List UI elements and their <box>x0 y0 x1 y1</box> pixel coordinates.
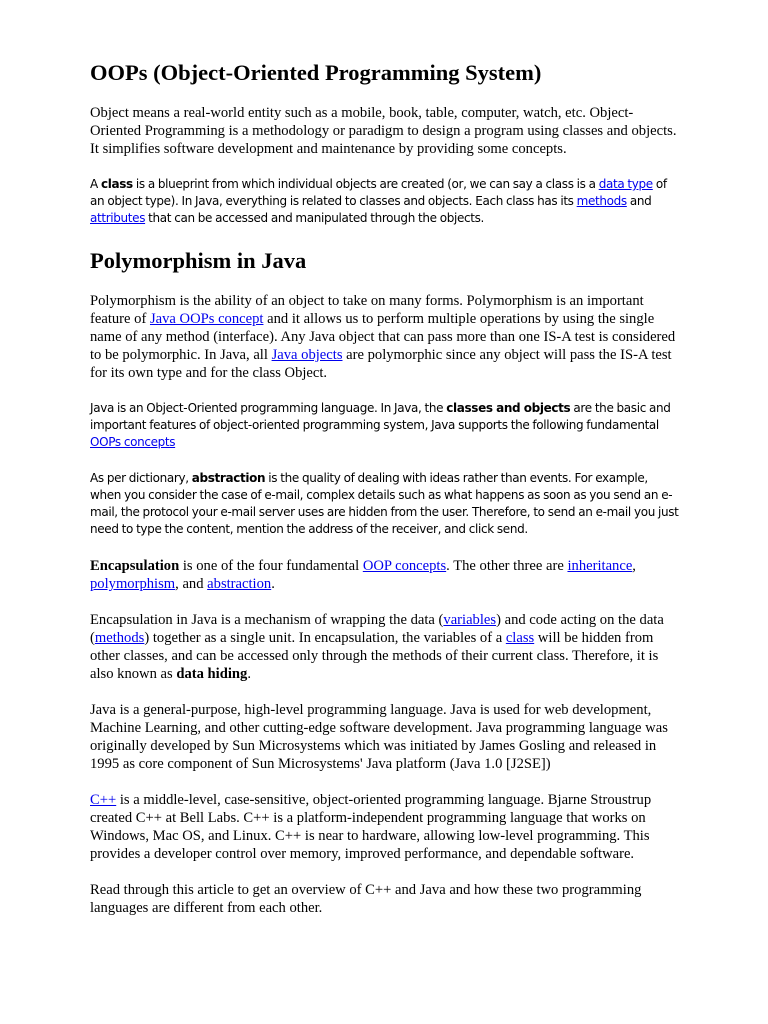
text-run: Encapsulation in Java is a mechanism of wrapping the data ( <box>90 612 444 628</box>
paragraph-object-intro: Object means a real-world entity such as a mobile, book, table, computer, watch, etc. Object-Oriented Programming is a methodology or paradigm to design a program using classes and objects. It simplifies software development and maintenance by providing some concepts. <box>90 105 677 157</box>
link-polymorphism[interactable]: polymorphism <box>90 576 176 592</box>
text-run: and it allows us to perform multiple operations by using the single name of any method (interface). Any Java object that can pass more than one IS-A test is considered to be polymorphic. In Java, all <box>90 311 676 363</box>
link-methods[interactable]: methods <box>576 194 627 208</box>
link-inheritance[interactable]: inheritance <box>567 558 633 574</box>
text-run: Java is an Object-Oriented programming language. In Java, the <box>90 401 447 415</box>
text-run: of an object type). In Java, everything is related to classes and objects. Each class has its <box>90 177 667 208</box>
text-run: are the basic and important features of object-oriented programming system, Java supports the following fundamental <box>90 401 671 432</box>
link-java-objects[interactable]: Java objects <box>271 347 343 363</box>
text-run: are polymorphic since any object will pass the IS-A test for its own type and for the class Object. <box>90 347 672 381</box>
text-run: ) together as a single unit. In encapsulation, the variables of a <box>144 630 506 646</box>
link-oops-concepts[interactable]: OOPs concepts <box>90 435 176 449</box>
link-cpp[interactable]: C++ <box>90 792 117 808</box>
link-data-type[interactable]: data type <box>598 177 653 191</box>
text-run: , and <box>175 576 208 592</box>
paragraph-class-definition <box>90 176 680 227</box>
link-java-oops-concept[interactable]: Java OOPs concept <box>149 311 264 327</box>
bold-term-data-hiding: data hiding <box>176 666 248 682</box>
link-methods-encap[interactable]: methods <box>94 630 145 646</box>
paragraph-closing: Read through this article to get an overview of C++ and Java and how these two programming languages are different from each other. <box>90 882 642 916</box>
text-run: . <box>271 576 275 592</box>
paragraph-java-general: Java is a general-purpose, high-level programming language. Java is used for web development, Machine Learning, and other cutting-edge software development. Java programming language was originally developed by Sun Microsystems which was initiated by James Gosling and released in 1995 as core component of Sun Microsystems' Java platform (Java 1.0 [J2SE]) <box>90 702 668 772</box>
paragraph-cpp <box>90 791 680 863</box>
paragraph-encapsulation-intro <box>90 557 680 593</box>
bold-term-abstraction: abstraction <box>191 471 266 485</box>
text-run: is a middle-level, case-sensitive, object-oriented programming language. Bjarne Stroustrup created C++ at Bell Labs. C++ is a platform-independent programming language that works on Windows, Mac OS, and Linux. C++ is near to hardware, allowing low-level programming. This provides a developer control over memory, improved performance, and dependable software. <box>90 792 652 862</box>
heading-oops: OOPs (Object-Oriented Programming System) <box>90 60 542 85</box>
paragraph-abstraction <box>90 470 680 538</box>
text-run: is a blueprint from which individual objects are created (or, we can say a class is a <box>132 177 599 191</box>
text-run: Polymorphism is the ability of an object to take on many forms. Polymorphism is an important feature of <box>90 293 644 327</box>
link-class[interactable]: class <box>505 630 535 646</box>
document-page <box>90 56 680 935</box>
heading-polymorphism: Polymorphism in Java <box>90 248 307 273</box>
paragraph-java-oop <box>90 400 680 451</box>
text-run: will be hidden from other classes, and can be accessed only through the methods of their current class. Therefore, it is also known as <box>90 630 659 682</box>
text-run: and <box>626 194 652 208</box>
text-run: ) and code acting on the data ( <box>90 612 664 646</box>
bold-term-class: class <box>100 177 133 191</box>
link-abstraction[interactable]: abstraction <box>207 576 272 592</box>
bold-term-classes-objects: classes and objects <box>446 401 571 415</box>
text-run: . The other three are <box>446 558 568 574</box>
text-run: is the quality of dealing with ideas rather than events. For example, when you consider the case of e-mail, complex details such as what happens as soon as you send an e-mail, the protocol your e-mail server uses are hidden from the user. Therefore, to send an e-mail you just need to type the content, mention the address of the receiver, and click send. <box>90 471 679 536</box>
text-run: is one of the four fundamental <box>179 558 363 574</box>
paragraph-encapsulation-detail <box>90 611 680 683</box>
text-run: . <box>247 666 251 682</box>
text-run: As per dictionary, <box>90 471 192 485</box>
link-oop-concepts[interactable]: OOP concepts <box>362 558 447 574</box>
paragraph-polymorphism <box>90 292 680 382</box>
text-run: A <box>90 177 101 191</box>
text-run: that can be accessed and manipulated through the objects. <box>145 211 484 225</box>
text-run: , <box>632 558 636 574</box>
bold-term-encapsulation: Encapsulation <box>90 558 180 574</box>
link-attributes[interactable]: attributes <box>90 211 146 225</box>
link-variables[interactable]: variables <box>443 612 497 628</box>
